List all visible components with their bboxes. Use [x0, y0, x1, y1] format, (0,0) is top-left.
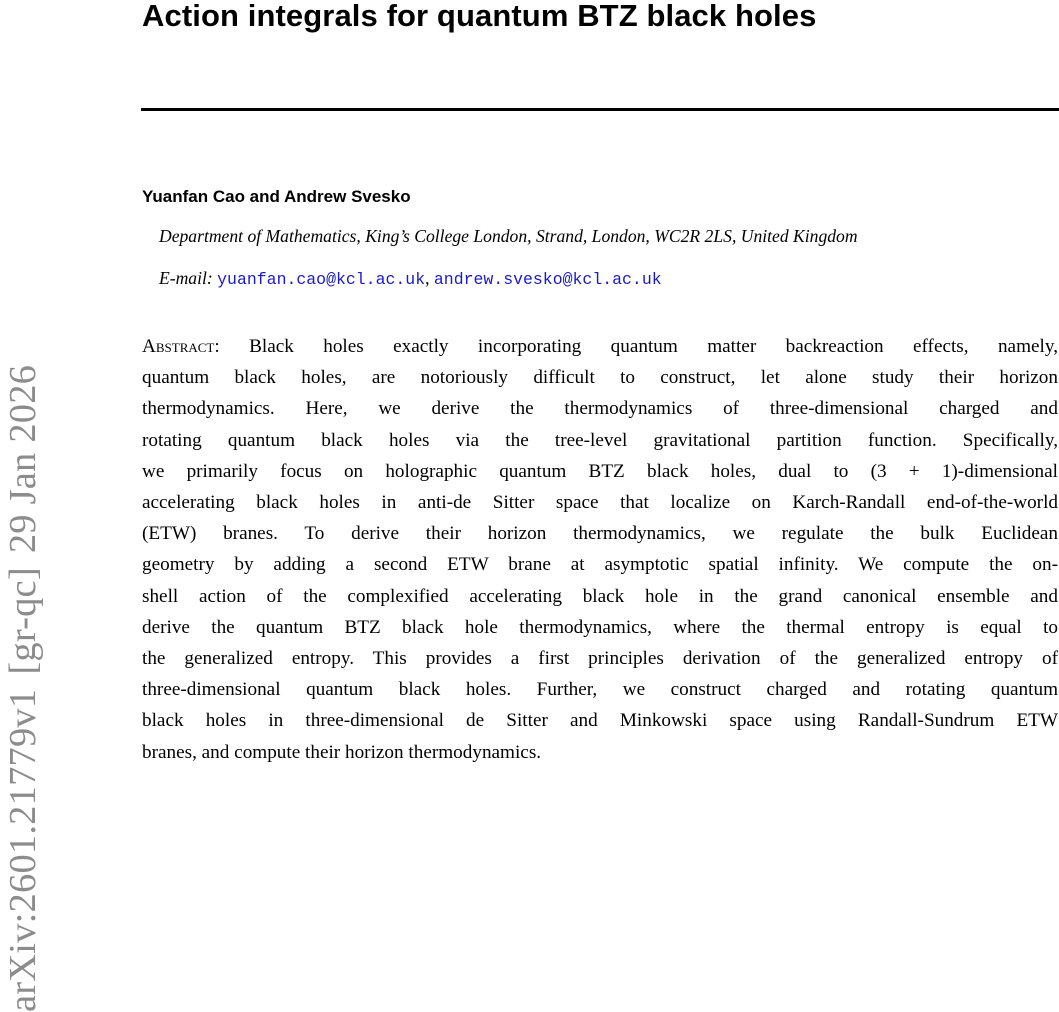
authors: Yuanfan Cao and Andrew Svesko	[142, 187, 411, 206]
abstract	[142, 331, 1058, 768]
arxiv-stamp	[0, 300, 50, 1012]
abstract-line: derive the quantum BTZ black hole thermodynamics, where the thermal entropy is equal to	[142, 616, 1058, 638]
abstract-line: rotating quantum black holes via the tree-level gravitational partition function. Specifically,	[142, 429, 1058, 451]
abstract-line	[142, 331, 1058, 362]
abstract-line: we primarily focus on holographic quantum BTZ black holes, dual to (3 + 1)-dimensional	[142, 460, 1058, 482]
arxiv-id: arXiv:2601.21779v1	[2, 688, 44, 1012]
abstract-line: thermodynamics. Here, we derive the thermodynamics of three-dimensional charged and	[142, 398, 1058, 420]
email-label: E-mail:	[159, 268, 213, 288]
abstract-line: branes, and compute their horizon thermodynamics.	[142, 741, 542, 763]
abstract-line: accelerating black holes in anti-de Sitter space that localize on Karch-Randall end-of-the-world	[142, 492, 1058, 514]
abstract-line: three-dimensional quantum black holes. Further, we construct charged and rotating quantum	[142, 679, 1058, 701]
email-link-cao[interactable]: yuanfan.cao@kcl.ac.uk	[217, 270, 426, 289]
title-rule	[141, 108, 1059, 111]
affiliation: Department of Mathematics, King’s College London, Strand, London, WC2R 2LS, United Kingdom	[159, 226, 858, 246]
abstract-line: the generalized entropy. This provides a first principles derivation of the generalized entropy of	[142, 648, 1058, 670]
abstract-line: (ETW) branes. To derive their horizon thermodynamics, we regulate the bulk Euclidean	[142, 523, 1058, 545]
arxiv-category: [gr-qc]	[2, 567, 44, 675]
arxiv-date: 29 Jan 2026	[2, 364, 44, 554]
abstract-line: shell action of the complexified accelerating black hole in the grand canonical ensemble and	[142, 585, 1058, 607]
abstract-line: geometry by adding a second ETW brane at asymptotic spatial infinity. We compute the on-	[142, 554, 1058, 576]
email-link-svesko[interactable]: andrew.svesko@kcl.ac.uk	[433, 270, 662, 289]
abstract-line: quantum black holes, are notoriously difficult to construct, let alone study their horizon	[142, 367, 1058, 389]
paper-title: Action integrals for quantum BTZ black holes	[142, 0, 817, 33]
email-line	[159, 267, 662, 291]
abstract-heading: Abstract:	[142, 336, 220, 357]
abstract-line: black holes in three-dimensional de Sitter and Minkowski space using Randall-Sundrum ETW	[142, 710, 1058, 732]
abstract-line-text: Black holes exactly incorporating quantum matter backreaction effects, namely,	[219, 336, 1058, 357]
email-separator: ,	[425, 268, 434, 288]
